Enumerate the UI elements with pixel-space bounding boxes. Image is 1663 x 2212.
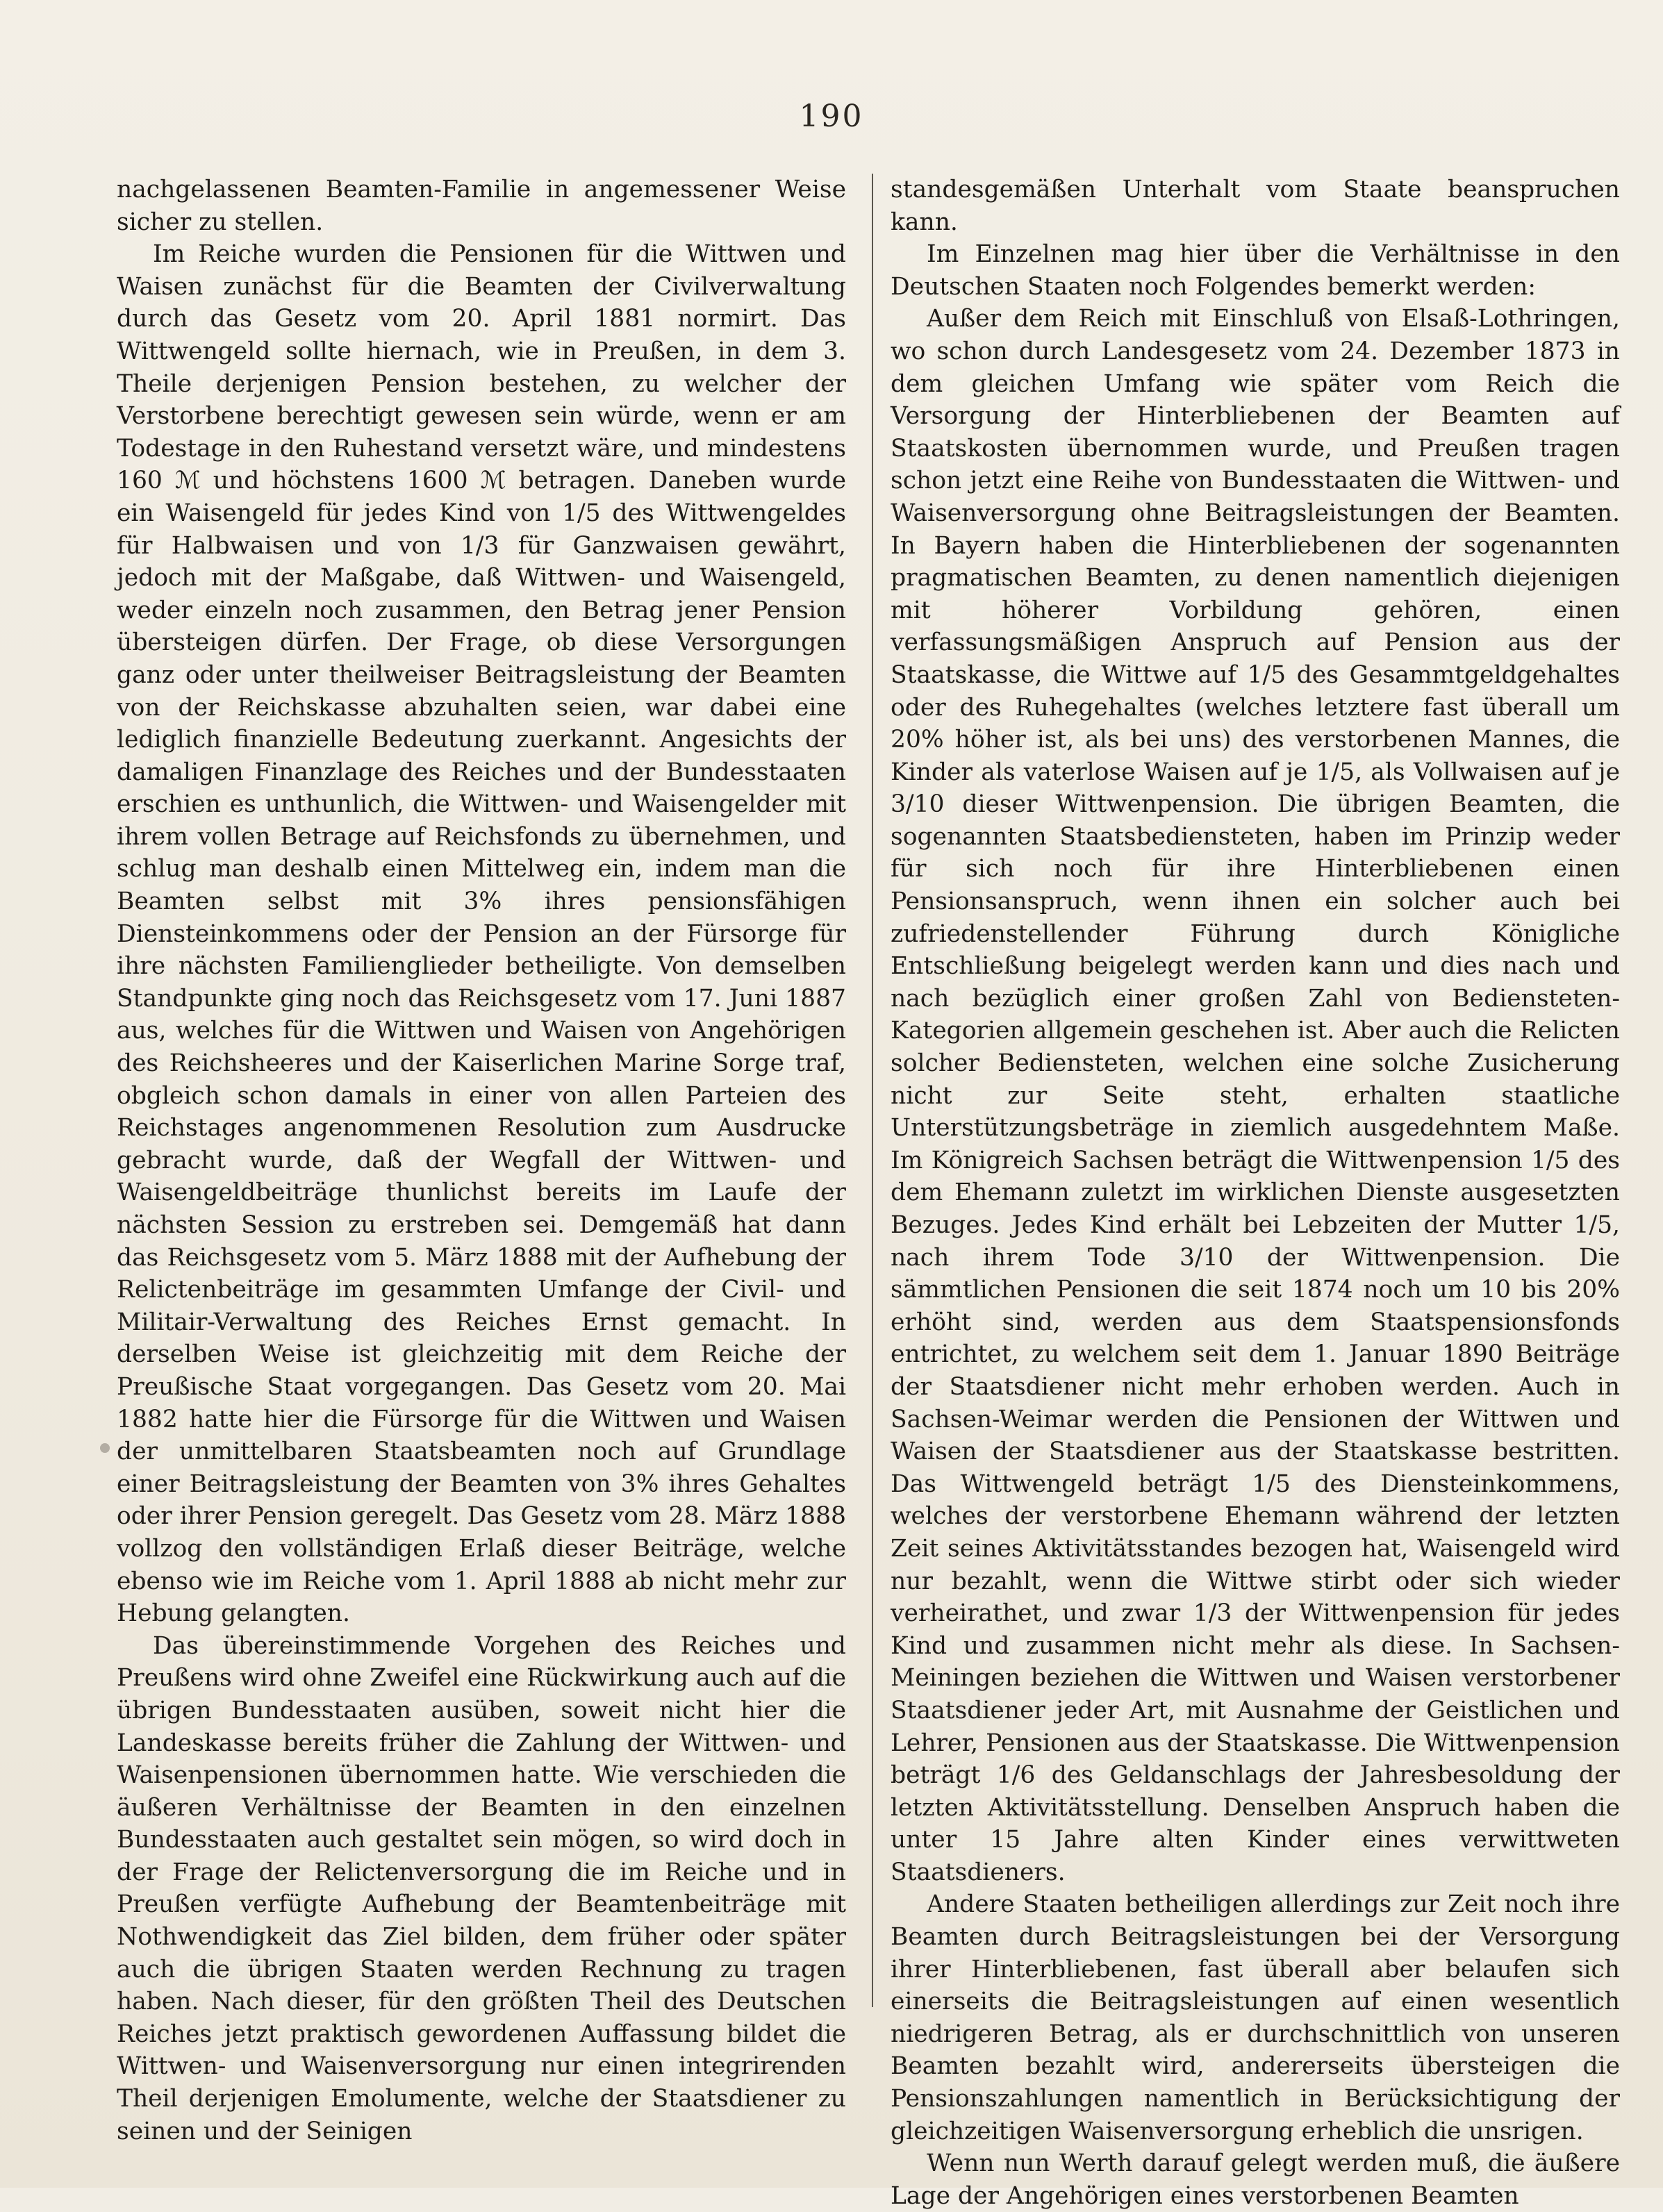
paragraph: standesgemäßen Unterhalt vom Staate beanspruchen kann.	[891, 176, 1620, 236]
right-column	[891, 174, 1620, 2210]
left-column	[117, 174, 846, 2145]
paragraph: Im Reiche wurden die Pensionen für die Wittwen und Waisen zunächst für die Beamten der Civilverwaltung durch das Gesetz vom 20. April 1881 normirt. Das Wittwengeld sollte hiernach, wie in Preußen, in dem 3. Theile derjenigen Pension bestehen, zu welcher der Verstorbene berechtigt gewesen sein würde, wenn er am Todestage in den Ruhestand versetzt wäre, und mindestens 160 ℳ und höchstens 1600 ℳ betragen. Daneben wurde ein Waisengeld für jedes Kind von 1/5 des Wittwengeldes für Halbwaisen und von 1/3 für Ganzwaisen gewährt, jedoch mit der Maßgabe, daß Wittwen- und Waisengeld, weder einzeln noch zusammen, den Betrag jener Pension übersteigen dürfen. Der Frage, ob diese Versorgungen ganz oder unter theilweiser Beitragsleistung der Beamten von der Reichskasse abzuhalten seien, war dabei eine lediglich finanzielle Bedeutung zuerkannt. Angesichts der damaligen Finanzlage des Reiches und der Bundesstaaten erschien es unthunlich, die Wittwen- und Waisengelder mit ihrem vollen Betrage auf Reichsfonds zu übernehmen, und schlug man deshalb einen Mittelweg ein, indem man die Beamten selbst mit 3% ihres pensionsfähigen Diensteinkommens oder der Pension an der Fürsorge für ihre nächsten Familienglieder betheiligte. Von demselben Standpunkte ging noch das Reichsgesetz vom 17. Juni 1887 aus, welches für die Wittwen und Waisen von Angehörigen des Reichsheeres und der Kaiserlichen Marine Sorge traf, obgleich schon damals in einer von allen Parteien des Reichstages angenommenen Resolution zum Ausdrucke gebracht wurde, daß der Wegfall der Wittwen- und Waisengeldbeiträge thunlichst bereits im Laufe der nächsten Session zu erstreben sei. Demgemäß hat dann das Reichsgesetz vom 5. März 1888 mit der Aufhebung der Relictenbeiträge im gesammten Umfange der Civil- und Militair-Verwaltung des Reiches Ernst gemacht. In derselben Weise ist gleichzeitig mit dem Reiche der Preußische Staat vorgegangen. Das Gesetz vom 20. Mai 1882 hatte hier die Fürsorge für die Wittwen und Waisen der unmittelbaren Staatsbeamten noch auf Grundlage einer Beitragsleistung der Beamten von 3% ihres Gehaltes oder ihrer Pension geregelt. Das Gesetz vom 28. März 1888 vollzog den vollständigen Erlaß dieser Beiträge, welche ebenso wie im Reiche vom 1. April 1888 ab nicht mehr zur Hebung gelangten.	[117, 240, 846, 1628]
column-divider	[872, 174, 873, 2007]
paragraph: Andere Staaten betheiligen allerdings zur Zeit noch ihre Beamten durch Beitragsleistungen bei der Versorgung ihrer Hinterbliebenen, fast überall aber belaufen sich einerseits die Beitragsleistungen auf einen wesentlich niedrigeren Betrag, als er durchschnittlich von unseren Beamten bezahlt wird, andererseits übersteigen die Pensionszahlungen namentlich in Berücksichtigung der gleichzeitigen Waisenversorgung erheblich die unsrigen.	[891, 1890, 1620, 2145]
paper-blemish	[100, 1443, 110, 1453]
page-number: 190	[799, 99, 864, 134]
paragraph: nachgelassenen Beamten-Familie in angemessener Weise sicher zu stellen.	[117, 176, 846, 236]
paragraph: Außer dem Reich mit Einschluß von Elsaß-Lothringen, wo schon durch Landesgesetz vom 24. Dezember 1873 in dem gleichen Umfang wie später vom Reich die Versorgung der Hinterbliebenen der Beamten auf Staatskosten übernommen wurde, und Preußen tragen schon jetzt eine Reihe von Bundesstaaten die Wittwen- und Waisenversorgung ohne Beitragsleistungen der Beamten. In Bayern haben die Hinterbliebenen der sogenannten pragmatischen Beamten, zu denen namentlich diejenigen mit höherer Vorbildung gehören, einen verfassungsmäßigen Anspruch auf Pension aus der Staatskasse, die Wittwe auf 1/5 des Gesammtgeldgehaltes oder des Ruhegehaltes (welches letztere fast überall um 20% höher ist, als bei uns) des verstorbenen Mannes, die Kinder als vaterlose Waisen auf je 1/5, als Vollwaisen auf je 3/10 dieser Wittwenpension. Die übrigen Beamten, die sogenannten Staatsbediensteten, haben im Prinzip weder für sich noch für ihre Hinterbliebenen einen Pensionsanspruch, wenn ihnen ein solcher auch bei zufriedenstellender Führung durch Königliche Entschließung beigelegt werden kann und dies nach und nach bezüglich einer großen Zahl von Bediensteten-Kategorien allgemein geschehen ist. Aber auch die Relicten solcher Bediensteten, welchen eine solche Zusicherung nicht zur Seite steht, erhalten staatliche Unterstützungsbeträge in ziemlich ausgedehntem Maße. Im Königreich Sachsen beträgt die Wittwenpension 1/5 des dem Ehemann zuletzt im wirklichen Dienste ausgesetzten Bezuges. Jedes Kind erhält bei Lebzeiten der Mutter 1/5, nach ihrem Tode 3/10 der Wittwenpension. Die sämmtlichen Pensionen die seit 1874 noch um 10 bis 20% erhöht sind, werden aus dem Staatspensionsfonds entrichtet, zu welchem seit dem 1. Januar 1890 Beiträge der Staatsdiener nicht mehr erhoben werden. Auch in Sachsen-Weimar werden die Pensionen der Wittwen und Waisen der Staatsdiener aus der Staatskasse bestritten. Das Wittwengeld beträgt 1/5 des Diensteinkommens, welches der verstorbene Ehemann während der letzten Zeit seines Aktivitätsstandes bezogen hat, Waisengeld wird nur bezahlt, wenn die Wittwe stirbt oder sich wieder verheirathet, und zwar 1/3 der Wittwenpension für jedes Kind und zusammen nicht mehr als diese. In Sachsen-Meiningen beziehen die Wittwen und Waisen verstorbener Staatsdiener jeder Art, mit Ausnahme der Geistlichen und Lehrer, Pensionen aus der Staatskasse. Die Wittwenpension beträgt 1/6 des Geldanschlags der Jahresbesoldung der letzten Aktivitätsstellung. Denselben Anspruch haben die unter 15 Jahre alten Kinder eines verwittweten Staatsdieners.	[891, 305, 1620, 1886]
paragraph: Wenn nun Werth darauf gelegt werden muß, die äußere Lage der Angehörigen eines verstorbenen Beamten	[891, 2149, 1620, 2210]
paragraph: Das übereinstimmende Vorgehen des Reiches und Preußens wird ohne Zweifel eine Rückwirkung auch auf die übrigen Bundesstaaten ausüben, soweit nicht hier die Landeskasse bereits früher die Zahlung der Wittwen- und Waisenpensionen übernommen hatte. Wie verschieden die äußeren Verhältnisse der Beamten in den einzelnen Bundesstaaten auch gestaltet sein mögen, so wird doch in der Frage der Relictenversorgung die im Reiche und in Preußen verfügte Aufhebung der Beamtenbeiträge mit Nothwendigkeit das Ziel bilden, dem früher oder später auch die übrigen Staaten werden Rechnung zu tragen haben. Nach dieser, für den größten Theil des Deutschen Reiches jetzt praktisch gewordenen Auffassung bildet die Wittwen- und Waisenversorgung nur einen integrirenden Theil derjenigen Emolumente, welche der Staatsdiener zu seinen und der Seinigen	[117, 1631, 846, 2145]
paragraph: Im Einzelnen mag hier über die Verhältnisse in den Deutschen Staaten noch Folgendes bemerkt werden:	[891, 240, 1620, 301]
